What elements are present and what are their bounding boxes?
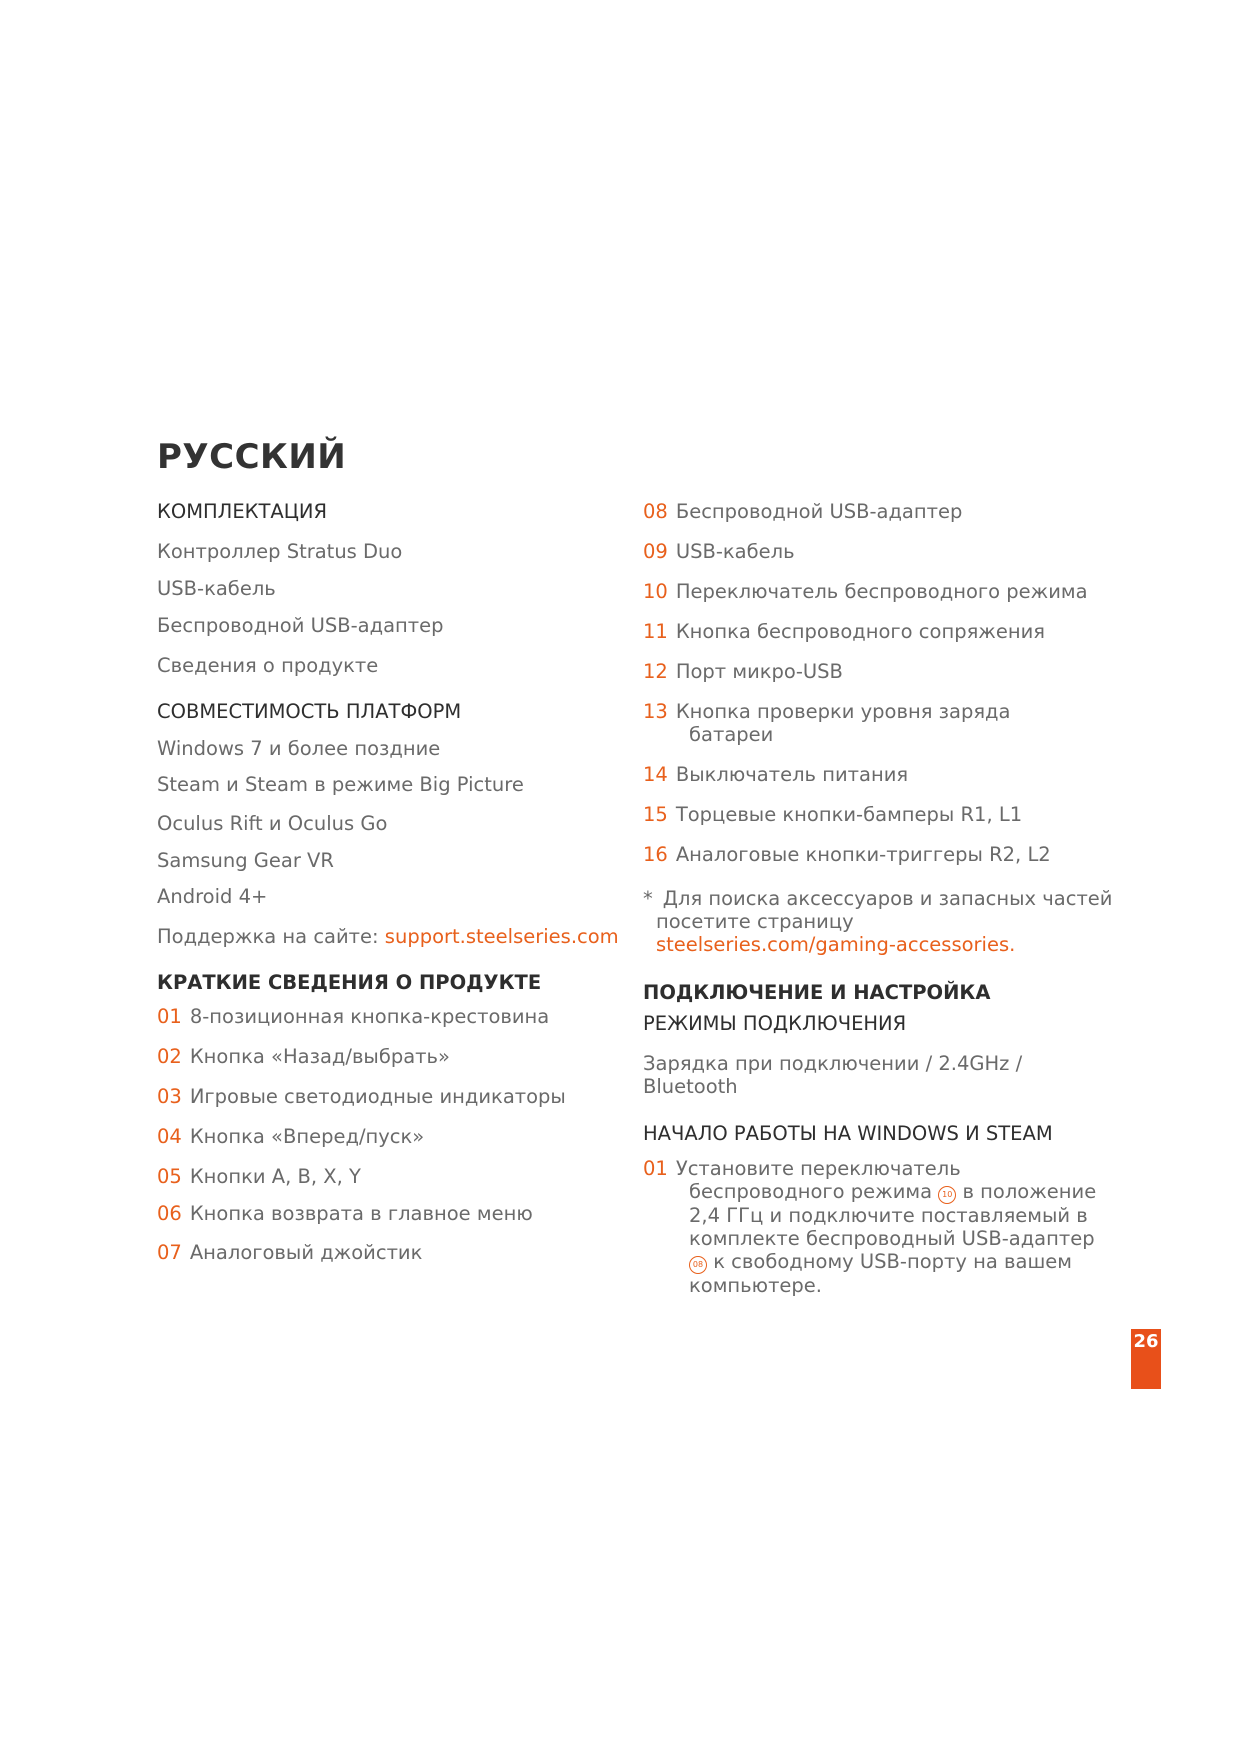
modes-heading: РЕЖИМЫ ПОДКЛЮЧЕНИЯ xyxy=(643,1012,907,1035)
start-heading: НАЧАЛО РАБОТЫ НА WINDOWS И STEAM xyxy=(643,1122,1053,1145)
kit-item: Сведения о продукте xyxy=(157,654,379,677)
setup-heading: ПОДКЛЮЧЕНИЕ И НАСТРОЙКА xyxy=(643,981,991,1004)
overview-item: 10 Переключатель беспроводного режима xyxy=(643,580,1088,603)
setup-step: 01 Установите переключатель беспроводного режима 10 в положение 2,4 ГГц и подключите поставляемый в комплекте беспроводный USB-адаптер 08 к свободному USB-порту на вашем компьютере. xyxy=(643,1157,1097,1297)
compat-item: Android 4+ xyxy=(157,885,268,908)
kit-heading: КОМПЛЕКТАЦИЯ xyxy=(157,500,328,523)
support-line xyxy=(157,925,619,948)
overview-item: 11 Кнопка беспроводного сопряжения xyxy=(643,620,1046,643)
kit-item: Контроллер Stratus Duo xyxy=(157,540,403,563)
overview-item: 05 Кнопки A, B, X, Y xyxy=(157,1165,361,1188)
page-number: 26 xyxy=(1131,1329,1161,1389)
compat-item: Steam и Steam в режиме Big Picture xyxy=(157,773,524,796)
page-title: РУССКИЙ xyxy=(157,437,347,477)
accessories-note: * Для поиска аксессуаров и запасных частей посетите страницу steelseries.com/gaming-accessories. xyxy=(643,887,1113,956)
support-label: Поддержка на сайте: xyxy=(157,925,385,948)
overview-item: 07 Аналоговый джойстик xyxy=(157,1241,423,1264)
accessories-link[interactable]: steelseries.com/gaming-accessories. xyxy=(656,933,1016,956)
overview-item: 03 Игровые светодиодные индикаторы xyxy=(157,1085,566,1108)
overview-item: 16 Аналоговые кнопки-триггеры R2, L2 xyxy=(643,843,1051,866)
overview-item: 01 8-позиционная кнопка-крестовина xyxy=(157,1005,550,1028)
wireless-switch-ref-icon: 10 xyxy=(938,1186,956,1204)
overview-item: 12 Порт микро-USB xyxy=(643,660,843,683)
overview-item: 02 Кнопка «Назад/выбрать» xyxy=(157,1045,450,1068)
compat-item: Windows 7 и более поздние xyxy=(157,737,441,760)
note-asterisk: * xyxy=(643,887,653,910)
overview-item: 04 Кнопка «Вперед/пуск» xyxy=(157,1125,425,1148)
overview-item: 08 Беспроводной USB-адаптер xyxy=(643,500,963,523)
usb-adapter-ref-icon: 08 xyxy=(689,1256,707,1274)
kit-item: USB-кабель xyxy=(157,577,276,600)
compat-item: Samsung Gear VR xyxy=(157,849,334,872)
support-link[interactable]: support.steelseries.com xyxy=(384,925,619,948)
kit-item: Беспроводной USB-адаптер xyxy=(157,614,444,637)
overview-item: 14 Выключатель питания xyxy=(643,763,909,786)
modes-text: Зарядка при подключении / 2.4GHz / Bluetooth xyxy=(643,1052,1023,1098)
overview-item: 06 Кнопка возврата в главное меню xyxy=(157,1202,533,1225)
overview-item: 15 Торцевые кнопки-бамперы R1, L1 xyxy=(643,803,1023,826)
compat-item: Oculus Rift и Oculus Go xyxy=(157,812,388,835)
overview-item: 13 Кнопка проверки уровня заряда батареи xyxy=(643,700,1011,746)
overview-item: 09 USB-кабель xyxy=(643,540,795,563)
compat-heading: СОВМЕСТИМОСТЬ ПЛАТФОРМ xyxy=(157,700,462,723)
overview-heading: КРАТКИЕ СВЕДЕНИЯ О ПРОДУКТЕ xyxy=(157,971,542,994)
